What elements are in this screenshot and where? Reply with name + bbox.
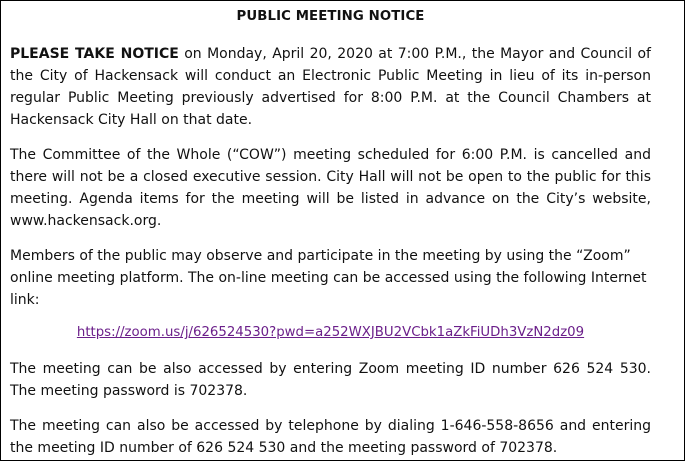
zoom-meeting-link[interactable]: https://zoom.us/j/626524530?pwd=a252WXJBU2VCbk1aZkFiUDh3VzN2dz09 <box>76 325 585 340</box>
notice-paragraph-4: The meeting can be also accessed by entering Zoom meeting ID number 626 524 530. The meeting password is 702378. <box>10 361 651 399</box>
notice-lead-text: PLEASE TAKE NOTICE <box>10 46 179 62</box>
zoom-link-line <box>10 324 651 341</box>
notice-paragraph-1-body: on Monday, April 20, 2020 at 7:00 P.M., the Mayor and Council of the City of Hackensack will conduct an Electronic Public Meeting in lieu of its in-person regular Public Meeting previously advertised for 8:00 P.M. at the Council Chambers at Hackensack City Hall on that date. <box>10 46 651 128</box>
notice-content <box>10 8 651 472</box>
notice-paragraph-3: Members of the public may observe and participate in the meeting by using the “Zoom” online meeting platform. The on-line meeting can be accessed using the following Internet link: <box>10 248 647 308</box>
notice-paragraph-5: The meeting can also be accessed by telephone by dialing 1-646-558-8656 and entering the meeting ID number of 626 524 530 and the meeting password of 702378. <box>10 418 651 456</box>
notice-paragraph-1 <box>10 43 651 131</box>
notice-title: PUBLIC MEETING NOTICE <box>236 9 425 24</box>
notice-paragraph-2: The Committee of the Whole (“COW”) meeting scheduled for 6:00 P.M. is cancelled and there will not be a closed executive session. City Hall will not be open to the public for this meeting. Agenda items for the meeting will be listed in advance on the City’s website, www.hackensack.org. <box>10 147 651 229</box>
